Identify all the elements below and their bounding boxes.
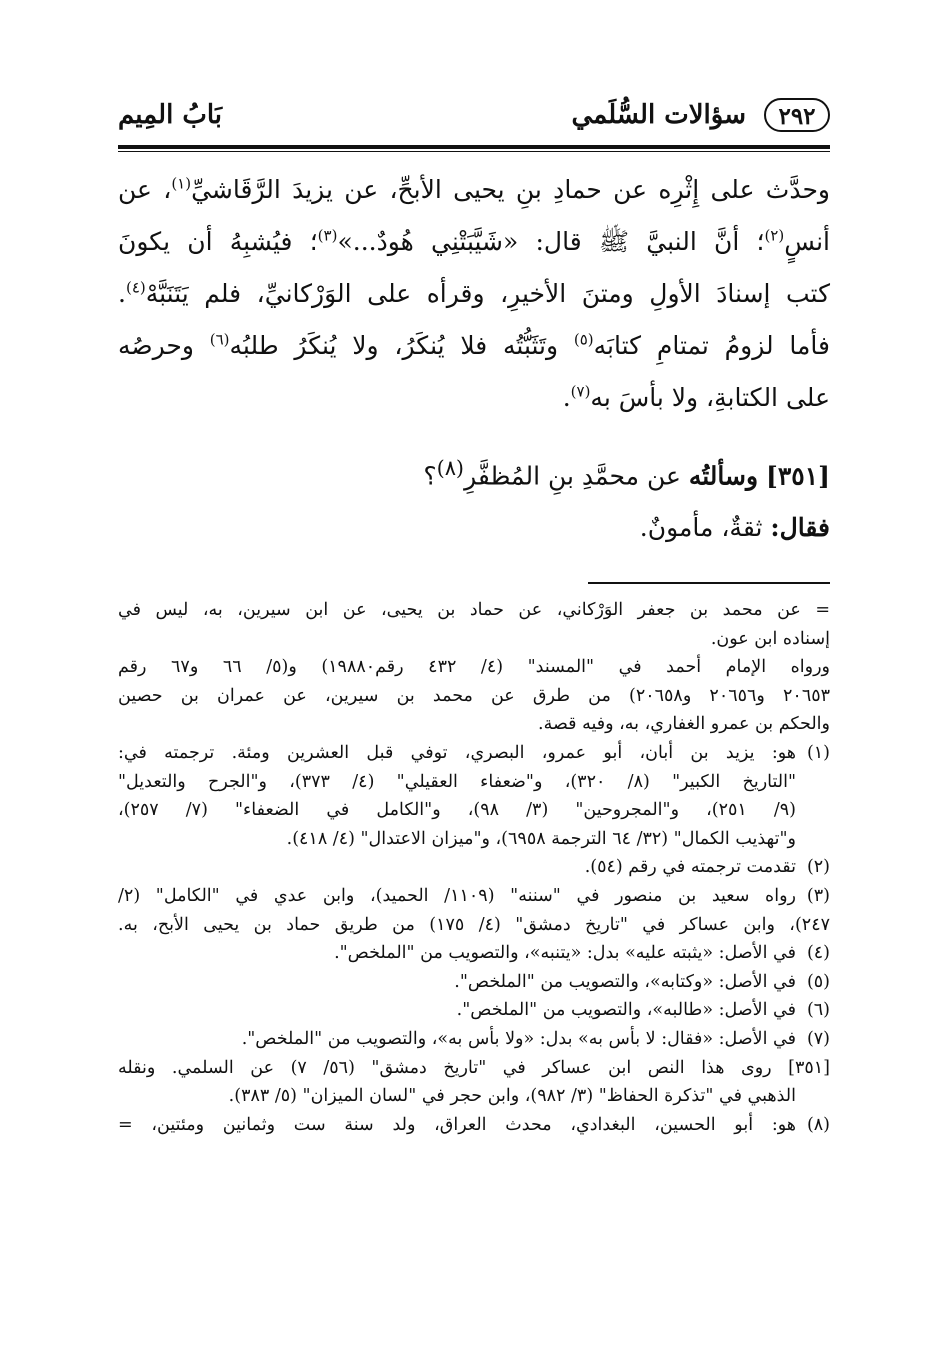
footnote-line bbox=[118, 968, 830, 997]
footnote-line bbox=[118, 625, 830, 654]
footnote-line bbox=[118, 939, 830, 968]
main-line-tail: . bbox=[562, 383, 571, 412]
footnote-line bbox=[118, 882, 830, 911]
footnote-number: (٨) bbox=[806, 1114, 830, 1135]
header-rule bbox=[118, 145, 830, 149]
footnotes bbox=[118, 596, 830, 1139]
footnote-text: (٩/ ٢٥١)، و"المجروحين" (٣/ ٩٨)، و"الكامل في الضعفاء" (٧/ ٢٥٧)، bbox=[118, 800, 796, 821]
footnote-ref[interactable]: (٦) bbox=[209, 330, 230, 349]
footnote-number: (٧) bbox=[806, 1028, 830, 1049]
footnote-text: في الأصل: «فقال: لا بأس به» بدل: «ولا بأس به»، والتصويب من "الملخص". bbox=[241, 1028, 796, 1049]
footnote-text: ٢٤٧)، وابن عساكر في "تاريخ دمشق" (٤/ ١٧٥) من طريق حماد بن يحيى الأبح، به. bbox=[118, 914, 830, 935]
main-line-2 bbox=[118, 216, 830, 268]
page-header bbox=[118, 92, 830, 142]
book-title: سؤالات السُّلَمي bbox=[571, 100, 746, 130]
main-line-text: أنسٍ bbox=[784, 227, 830, 256]
footnote-line bbox=[118, 653, 830, 682]
entry-number: [٣٥١] bbox=[766, 461, 830, 491]
footnote-text: في الأصل: «طالبه»، والتصويب من "الملخص". bbox=[456, 1000, 796, 1021]
main-line-text: كتب إسنادَ الأولِ ومتنَ الأخيرِ، وقرأه على الوَرْكانيِّ، فلم يَتَنَبَّهْ bbox=[145, 279, 830, 308]
main-line-3 bbox=[118, 268, 830, 320]
footnote-number: (٤) bbox=[806, 943, 830, 964]
footnote-text: [٣٥١] روى هذا النص ابن عساكر في "تاريخ دمشق" (٥٦/ ٧) عن السلمي. ونقله bbox=[118, 1057, 830, 1078]
footnote-line bbox=[118, 682, 830, 711]
answer-lead: فقال: bbox=[770, 513, 830, 542]
footnote-text: ٢٠٦٥٣ و٢٠٦٥٦ و٢٠٦٥٨) من طرق عن محمد بن سيرين، عن عمران بن حصين bbox=[118, 685, 831, 706]
footnote-ref[interactable]: (٥) bbox=[573, 330, 594, 349]
footnote-line bbox=[118, 796, 830, 825]
footnote-line bbox=[118, 911, 830, 940]
main-line-1 bbox=[118, 164, 830, 216]
main-line-tail: ؛ أنَّ النبيَّ ﷺ قال: «شَيَّبَتْنِي هُودٌ...» bbox=[337, 227, 765, 256]
footnote-number: (٦) bbox=[806, 1000, 830, 1021]
main-line-tail: ؛ فيُشبِهُ أن يكونَ bbox=[118, 227, 318, 256]
footnote-text: في الأصل: «وكتابه»، والتصويب من "الملخص". bbox=[454, 971, 796, 992]
footnote-line bbox=[118, 1111, 830, 1140]
footnote-line bbox=[118, 768, 830, 797]
question-lead: وسألتُه bbox=[688, 461, 759, 491]
main-text bbox=[118, 164, 830, 558]
footnote-separator bbox=[588, 582, 830, 584]
footnote-text: هو: يزيد بن أبان، أبو عمرو، البصري، توفي قبل العشرين ومئة. ترجمته في: bbox=[118, 742, 796, 763]
footnote-line bbox=[118, 596, 830, 625]
main-line-text: فأما لزومُ تمتامِ كتابَه bbox=[593, 331, 830, 360]
footnote-line bbox=[118, 853, 830, 882]
footnote-text: "التاريخ الكبير" (٨/ ٣٢٠)، و"ضعفاء العقيلي" (٤/ ٣٧٣)، و"الجرح والتعديل" bbox=[118, 771, 797, 792]
footnote-ref[interactable]: (٨) bbox=[436, 456, 465, 480]
page-number: ٢٩٢ bbox=[764, 98, 830, 132]
main-line-5 bbox=[118, 372, 830, 424]
footnote-text: الذهبي في "تذكرة الحفاظ" (٣/ ٩٨٢)، وابن حجر في "لسان الميزان" (٥/ ٣٨٣). bbox=[228, 1086, 796, 1107]
footnote-text: إسناده ابن عون. bbox=[710, 628, 830, 649]
footnote-text: في الأصل: «يثبته عليه» بدل: «يتنبه»، والتصويب من "الملخص". bbox=[334, 943, 796, 964]
main-line-text: على الكتابةِ، ولا بأسَ به bbox=[590, 383, 830, 412]
footnote-text: هو: أبو الحسين، البغدادي، محدث العراق، ولد سنة ست وثمانين ومئتين، = bbox=[118, 1114, 796, 1135]
footnote-line bbox=[118, 739, 830, 768]
question-351 bbox=[118, 438, 830, 498]
chapter-title: بَابُ المِيم bbox=[118, 100, 223, 130]
footnote-ref[interactable]: (٣) bbox=[317, 226, 338, 245]
answer-text: ثقةٌ، مأمونٌ. bbox=[639, 513, 771, 542]
footnote-line bbox=[118, 1054, 830, 1083]
main-line-tail: وحرصُه bbox=[118, 331, 210, 360]
answer-351 bbox=[118, 498, 830, 558]
footnote-line bbox=[118, 996, 830, 1025]
footnote-number: (٥) bbox=[806, 971, 830, 992]
footnote-text: = عن محمد بن جعفر الوَرْكاني، عن حماد بن يحيى، عن ابن سيرين، به، ليس في bbox=[118, 600, 830, 620]
header-rule-thin bbox=[118, 151, 830, 152]
footnote-text: ورواه الإمام أحمد في "المسند" (٤/ ٤٣٢ رقم١٩٨٨٠) و(٥/ ٦٦ و٦٧ رقم bbox=[118, 657, 830, 678]
main-line-tail: ، عن bbox=[118, 175, 172, 204]
main-line-4 bbox=[118, 320, 830, 372]
footnote-line bbox=[118, 1025, 830, 1054]
footnote-text: تقدمت ترجمته في رقم (٥٤). bbox=[584, 857, 796, 878]
footnote-text: والحكم بن عمرو الغفاري، به، وفيه قصة. bbox=[538, 714, 830, 735]
main-line-text: وحدَّث على إِثْرِه عن حمادِ بنِ يحيى الأبحِّ، عن يزيدَ الرَّقَاشيِّ bbox=[191, 175, 830, 204]
question-tail: ؟ bbox=[423, 461, 437, 491]
footnote-ref[interactable]: (٤) bbox=[125, 278, 146, 297]
footnote-ref[interactable]: (١) bbox=[171, 174, 192, 193]
footnote-number: (٢) bbox=[806, 857, 830, 878]
footnote-line bbox=[118, 1082, 830, 1111]
footnote-ref[interactable]: (٧) bbox=[570, 382, 591, 401]
footnote-text: و"تهذيب الكمال" (٣٢/ ٦٤ الترجمة ٦٩٥٨)، و"ميزان الاعتدال" (٤/ ٤١٨). bbox=[286, 828, 796, 849]
footnote-line bbox=[118, 710, 830, 739]
footnote-line bbox=[118, 825, 830, 854]
footnote-text: رواه سعيد بن منصور في "سننه" (١١٠٩/ الحميد)، وابن عدي في "الكامل" (٢/ bbox=[118, 885, 796, 906]
main-line-tail: وتَثَبُّتُه فلا يُنكَرُ، ولا يُنكَرُ طلبُه bbox=[229, 331, 574, 360]
main-line-tail: . bbox=[118, 279, 126, 308]
footnote-number: (٣) bbox=[806, 885, 830, 906]
footnote-ref[interactable]: (٢) bbox=[764, 226, 785, 245]
footnote-number: (١) bbox=[806, 742, 830, 763]
question-text: عن محمَّدِ بنِ المُظفَّرِ bbox=[464, 461, 689, 491]
